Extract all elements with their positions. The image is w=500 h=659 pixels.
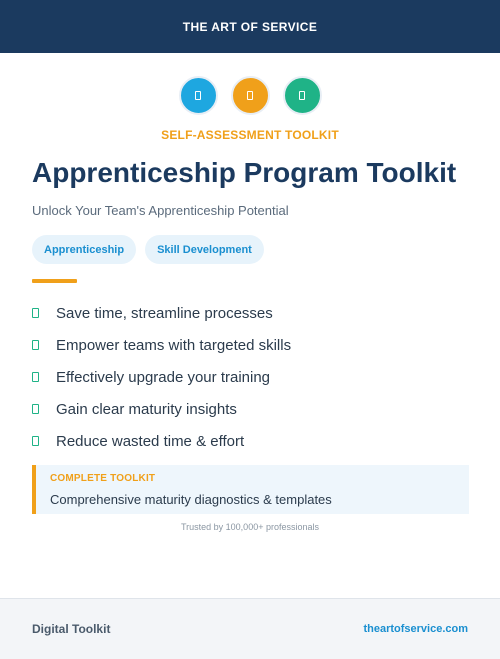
document-icon [283,76,322,115]
list-item-text: Empower teams with targeted skills [56,336,292,354]
check-icon [32,372,39,382]
header-bar [0,0,500,53]
footer-label: Digital Toolkit [32,622,111,636]
list-item [32,425,472,457]
list-item-text: Gain clear maturity insights [56,400,237,418]
tag-skill-development: Skill Development [145,235,264,264]
website-link[interactable]: theartofservice.com [363,623,468,635]
icon-row [0,76,500,115]
page-subtitle: Unlock Your Team's Apprenticeship Potential [32,203,289,218]
trust-note: Trusted by 100,000+ professionals [180,522,319,532]
document-icon [231,76,270,115]
accent-divider [32,279,77,283]
check-icon [32,340,39,350]
document-icon [179,76,218,115]
list-item-text: Effectively upgrade your training [56,368,271,386]
list-item [32,393,472,425]
list-item [32,329,472,361]
tag-apprenticeship: Apprenticeship [32,235,136,264]
check-icon [32,308,39,318]
eyebrow-label: SELF-ASSESSMENT TOOLKIT [161,128,339,142]
footer-bar [0,598,500,659]
list-item [32,361,472,393]
tag-list [32,235,264,264]
page-title: Apprenticeship Program Toolkit [32,157,457,188]
benefit-list [32,297,472,457]
check-icon [32,404,39,414]
check-icon [32,436,39,446]
brand-title: THE ART OF SERVICE [182,19,318,34]
callout-text: Comprehensive maturity diagnostics & templates [50,492,332,507]
toolkit-callout [32,465,469,514]
callout-label: COMPLETE TOOLKIT [50,473,156,484]
list-item-text: Save time, streamline processes [56,304,273,322]
list-item [32,297,472,329]
list-item-text: Reduce wasted time & effort [56,432,245,450]
